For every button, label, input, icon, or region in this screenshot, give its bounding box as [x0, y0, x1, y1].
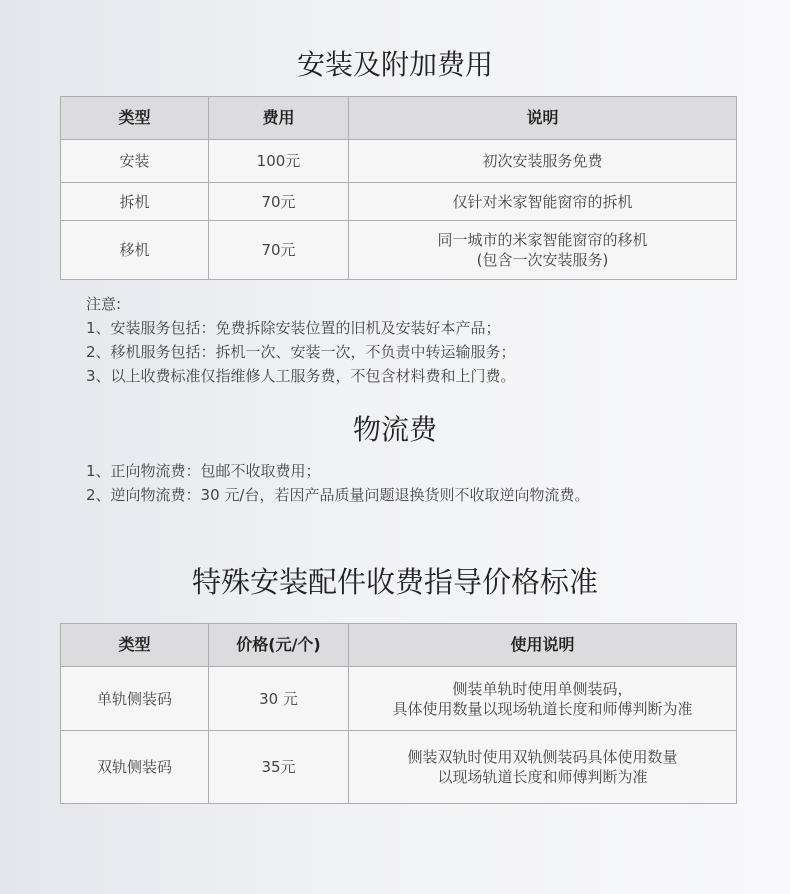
note-item: 1、安装服务包括：免费拆除安装位置的旧机及安装好本产品； [86, 319, 501, 337]
logistics-block [86, 459, 589, 507]
table-row [61, 731, 737, 804]
table-header-row [61, 624, 737, 667]
row-description [349, 183, 737, 221]
row-price: 35元 [209, 731, 349, 804]
table-row [61, 183, 737, 221]
install-fees-title: 安装及附加费用 [296, 48, 493, 81]
row-fee: 70元 [209, 183, 349, 221]
header-type: 类型 [61, 624, 209, 667]
table-header-row [61, 97, 737, 140]
header-fee: 费用 [209, 97, 349, 140]
row-type: 双轨侧装码 [61, 731, 209, 804]
description-line: (包含一次安装服务) [476, 251, 609, 269]
table-row [61, 667, 737, 731]
logistics-item: 2、逆向物流费：30 元/台，若因产品质量问题退换货则不收取逆向物流费。 [86, 486, 590, 504]
row-description [349, 221, 737, 280]
accessory-pricing-title: 特殊安装配件收费指导价格标准 [191, 565, 598, 599]
install-fees-table [60, 96, 737, 280]
row-usage [349, 667, 737, 731]
accessory-pricing-table [60, 623, 737, 804]
note-item: 2、移机服务包括：拆机一次、安装一次，不负责中转运输服务； [86, 343, 516, 361]
notes-block [86, 292, 516, 388]
row-usage [349, 731, 737, 804]
header-price: 价格(元/个) [209, 624, 349, 667]
row-type: 拆机 [61, 183, 209, 221]
table-row [61, 221, 737, 280]
usage-line: 具体使用数量以现场轨道长度和师傅判断为准 [392, 699, 693, 718]
row-price: 30 元 [209, 667, 349, 731]
row-type: 单轨侧装码 [61, 667, 209, 731]
logistics-item: 1、正向物流费：包邮不收取费用； [86, 462, 321, 480]
row-type: 安装 [61, 140, 209, 183]
row-type: 移机 [61, 221, 209, 280]
row-description [349, 140, 737, 183]
usage-line: 侧装双轨时使用双轨侧装码具体使用数量 [407, 748, 678, 766]
logistics-title: 物流费 [352, 413, 437, 446]
description-line: 仅针对米家智能窗帘的拆机 [452, 192, 633, 211]
header-usage: 使用说明 [349, 624, 737, 667]
description-line: 同一城市的米家智能窗帘的移机 [437, 231, 648, 249]
table-row [61, 140, 737, 183]
usage-line: 侧装单轨时使用单侧装码， [452, 679, 633, 698]
usage-line: 以现场轨道长度和师傅判断为准 [437, 768, 648, 786]
row-fee: 70元 [209, 221, 349, 280]
notes-heading: 注意: [86, 295, 122, 313]
header-description: 说明 [349, 97, 737, 140]
description-line: 初次安装服务免费 [482, 152, 603, 170]
note-item: 3、以上收费标准仅指维修人工服务费，不包含材料费和上门费。 [86, 367, 516, 385]
row-fee: 100元 [209, 140, 349, 183]
header-type: 类型 [61, 97, 209, 140]
